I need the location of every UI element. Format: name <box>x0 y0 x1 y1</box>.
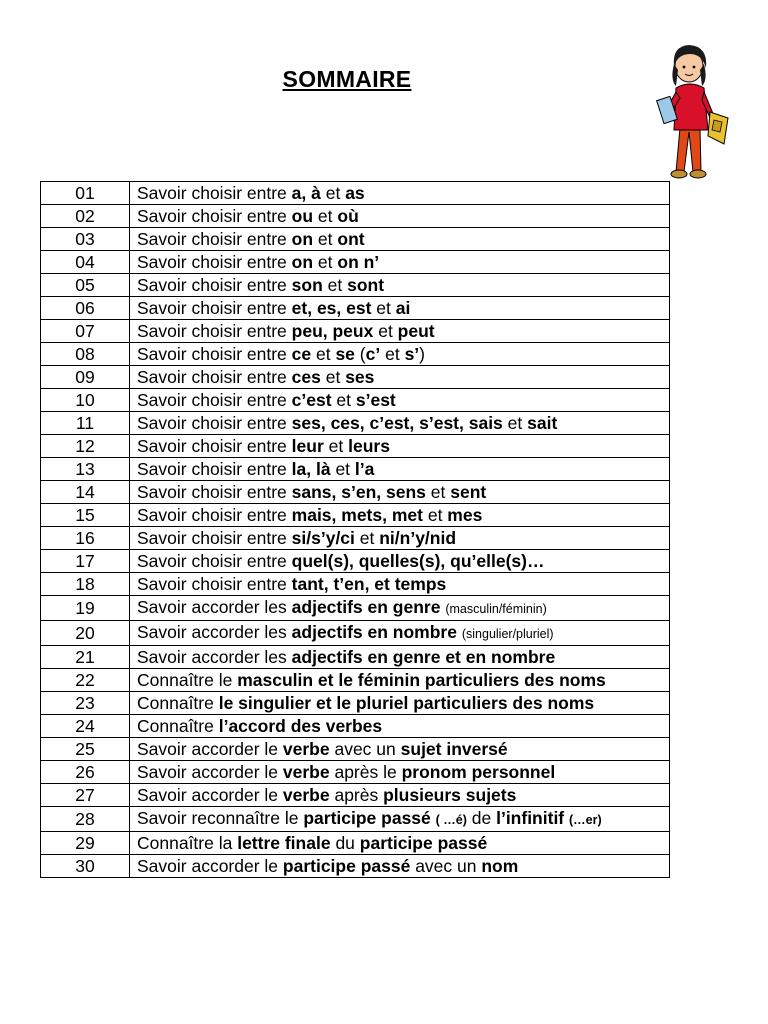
toc-row <box>41 832 670 855</box>
text-segment: (masculin/féminin) <box>445 602 547 616</box>
row-number: 07 <box>41 320 130 343</box>
toc-row <box>41 692 670 715</box>
row-title <box>130 228 670 251</box>
bold-term: sait <box>527 413 558 433</box>
toc-row <box>41 435 670 458</box>
text-segment: Savoir accorder les <box>137 597 292 617</box>
bold-term: mais, mets, met <box>291 505 423 525</box>
bold-term: où <box>337 206 359 226</box>
text-segment: et <box>354 528 380 548</box>
text-segment: ( <box>354 344 366 364</box>
text-segment: après le <box>329 762 402 782</box>
row-title <box>130 646 670 669</box>
toc-row <box>41 550 670 573</box>
toc-row <box>41 646 670 669</box>
bold-term: verbe <box>282 739 330 759</box>
row-title <box>130 738 670 761</box>
row-title <box>130 481 670 504</box>
page-title: SOMMAIRE <box>282 66 412 92</box>
bold-term: lettre finale <box>237 833 331 853</box>
bold-term: s’ <box>404 344 420 364</box>
text-segment: Savoir choisir entre <box>137 459 292 479</box>
table-of-contents <box>40 181 670 878</box>
row-title <box>130 832 670 855</box>
row-number: 27 <box>41 784 130 807</box>
row-number: 26 <box>41 761 130 784</box>
toc-row <box>41 458 670 481</box>
bold-term: ai <box>395 298 411 318</box>
text-segment: et <box>380 344 405 364</box>
text-segment: ( …é) <box>435 813 467 827</box>
text-segment: Savoir choisir entre <box>137 413 292 433</box>
toc-row <box>41 738 670 761</box>
text-segment: Savoir accorder le <box>137 762 283 782</box>
toc-row <box>41 182 670 205</box>
toc-row <box>41 807 670 832</box>
row-number: 30 <box>41 855 130 878</box>
row-title <box>130 274 670 297</box>
bold-term: nom <box>481 856 519 876</box>
row-number: 18 <box>41 573 130 596</box>
bold-term: ces <box>291 367 321 387</box>
text-segment: (singulier/pluriel) <box>461 627 554 641</box>
text-segment: Savoir choisir entre <box>137 482 292 502</box>
row-title <box>130 182 670 205</box>
bold-term: s’est <box>355 390 396 410</box>
row-title <box>130 205 670 228</box>
row-number: 13 <box>41 458 130 481</box>
text-segment: Savoir choisir entre <box>137 229 292 249</box>
toc-row <box>41 573 670 596</box>
text-segment: Savoir choisir entre <box>137 528 292 548</box>
bold-term: la, là <box>291 459 331 479</box>
row-title <box>130 320 670 343</box>
bold-term: adjectifs en nombre <box>291 622 457 642</box>
row-title <box>130 504 670 527</box>
text-segment: et <box>313 229 338 249</box>
text-segment: Savoir choisir entre <box>137 206 292 226</box>
bold-term: sujet inversé <box>400 739 508 759</box>
bold-term: peut <box>397 321 435 341</box>
row-number: 14 <box>41 481 130 504</box>
row-title <box>130 573 670 596</box>
row-title <box>130 251 670 274</box>
text-segment: Savoir choisir entre <box>137 436 292 456</box>
text-segment: après <box>329 785 384 805</box>
row-number: 02 <box>41 205 130 228</box>
text-segment: et <box>323 436 349 456</box>
row-title <box>130 855 670 878</box>
toc-row <box>41 855 670 878</box>
row-number: 21 <box>41 646 130 669</box>
text-segment: Savoir accorder les <box>137 622 292 642</box>
text-segment: et <box>425 482 451 502</box>
row-number: 05 <box>41 274 130 297</box>
text-segment: et <box>322 275 348 295</box>
text-segment: avec un <box>329 739 401 759</box>
text-segment: Connaître <box>137 693 219 713</box>
bold-term: si/s’y/ci <box>291 528 355 548</box>
row-number: 11 <box>41 412 130 435</box>
text-segment: ) <box>419 344 425 364</box>
row-number: 01 <box>41 182 130 205</box>
text-segment: et <box>313 206 338 226</box>
bold-term: l’infinitif <box>496 808 565 828</box>
bold-term: c’ <box>365 344 381 364</box>
bold-term: adjectifs en genre <box>291 597 441 617</box>
bold-term: l’a <box>354 459 375 479</box>
row-number: 16 <box>41 527 130 550</box>
text-segment: et <box>422 505 448 525</box>
row-number: 25 <box>41 738 130 761</box>
toc-row <box>41 715 670 738</box>
row-number: 08 <box>41 343 130 366</box>
toc-row <box>41 343 670 366</box>
bold-term: ses <box>345 367 375 387</box>
bold-term: on n’ <box>337 252 380 272</box>
bold-term: leur <box>291 436 324 456</box>
bold-term: mes <box>447 505 483 525</box>
bold-term: a, à <box>291 183 321 203</box>
bold-term: ont <box>337 229 365 249</box>
bold-term: ses, ces, c’est, s’est, sais <box>291 413 503 433</box>
row-title <box>130 715 670 738</box>
bold-term: verbe <box>282 785 330 805</box>
row-number: 22 <box>41 669 130 692</box>
text-segment: Savoir reconnaître le <box>137 808 304 828</box>
bold-term: peu, peux <box>291 321 374 341</box>
bold-term: masculin et le féminin particuliers des noms <box>237 670 606 690</box>
row-title <box>130 784 670 807</box>
bold-term: ni/n’y/nid <box>379 528 457 548</box>
bold-term: quel(s), quelles(s), qu’elle(s)… <box>291 551 545 571</box>
text-segment: (…er) <box>569 813 602 827</box>
bold-term: tant, t’en, et temps <box>291 574 447 594</box>
row-title <box>130 761 670 784</box>
text-segment: et <box>502 413 528 433</box>
text-segment: Savoir choisir entre <box>137 390 292 410</box>
bold-term: plusieurs sujets <box>383 785 517 805</box>
row-number: 24 <box>41 715 130 738</box>
toc-row <box>41 527 670 550</box>
row-number: 15 <box>41 504 130 527</box>
text-segment: Connaître <box>137 716 219 736</box>
text-segment: et <box>371 298 396 318</box>
toc-row <box>41 251 670 274</box>
toc-row <box>41 784 670 807</box>
text-segment: Savoir accorder le <box>137 739 283 759</box>
text-segment: Savoir choisir entre <box>137 344 292 364</box>
text-segment: du <box>330 833 360 853</box>
bold-term: ou <box>291 206 314 226</box>
row-title <box>130 343 670 366</box>
toc-row <box>41 596 670 621</box>
toc-row <box>41 669 670 692</box>
toc-row <box>41 621 670 646</box>
row-number: 29 <box>41 832 130 855</box>
text-segment: Savoir choisir entre <box>137 505 292 525</box>
toc-row <box>41 274 670 297</box>
text-segment: Savoir accorder le <box>137 785 283 805</box>
row-number: 06 <box>41 297 130 320</box>
row-number: 10 <box>41 389 130 412</box>
bold-term: le singulier et le pluriel particuliers des noms <box>218 693 595 713</box>
row-title <box>130 550 670 573</box>
bold-term: l’accord des verbes <box>218 716 383 736</box>
text-segment: et <box>330 459 355 479</box>
row-number: 28 <box>41 807 130 832</box>
text-segment: Savoir choisir entre <box>137 321 292 341</box>
text-segment: et <box>331 390 356 410</box>
bold-term: c’est <box>291 390 332 410</box>
row-title <box>130 807 670 832</box>
text-segment: Savoir accorder les <box>137 647 292 667</box>
bold-term: participe passé <box>303 808 431 828</box>
row-title <box>130 458 670 481</box>
text-segment: et <box>320 367 346 387</box>
row-number: 09 <box>41 366 130 389</box>
bold-term: se <box>335 344 355 364</box>
toc-row <box>41 481 670 504</box>
bold-term: as <box>345 183 365 203</box>
text-segment: et <box>320 183 346 203</box>
bold-term: ce <box>291 344 312 364</box>
toc-row <box>41 412 670 435</box>
row-number: 12 <box>41 435 130 458</box>
bold-term: et, es, est <box>291 298 372 318</box>
row-number: 20 <box>41 621 130 646</box>
bold-term: pronom personnel <box>401 762 556 782</box>
row-title <box>130 435 670 458</box>
toc-row <box>41 320 670 343</box>
text-segment: Savoir choisir entre <box>137 551 292 571</box>
bold-term: son <box>291 275 323 295</box>
row-title <box>130 621 670 646</box>
row-title <box>130 297 670 320</box>
toc-row <box>41 504 670 527</box>
text-segment: Savoir choisir entre <box>137 367 292 387</box>
row-title <box>130 389 670 412</box>
toc-row <box>41 205 670 228</box>
text-segment: avec un <box>410 856 482 876</box>
bold-term: on <box>291 229 314 249</box>
row-number: 04 <box>41 251 130 274</box>
text-segment: Savoir choisir entre <box>137 252 292 272</box>
text-segment: de <box>466 808 497 828</box>
bold-term: participe passé <box>359 833 488 853</box>
bold-term: sent <box>450 482 487 502</box>
toc-row <box>41 761 670 784</box>
row-title <box>130 366 670 389</box>
text-segment: et <box>373 321 398 341</box>
bold-term: sont <box>347 275 385 295</box>
toc-row <box>41 297 670 320</box>
text-segment: et <box>313 252 338 272</box>
row-title <box>130 669 670 692</box>
row-number: 17 <box>41 550 130 573</box>
bold-term: sans, s’en, sens <box>291 482 426 502</box>
text-segment: Savoir choisir entre <box>137 275 292 295</box>
text-segment: Savoir choisir entre <box>137 298 292 318</box>
row-title <box>130 527 670 550</box>
text-segment: Savoir accorder le <box>137 856 283 876</box>
toc-row <box>41 228 670 251</box>
row-title <box>130 596 670 621</box>
text-segment: Connaître le <box>137 670 238 690</box>
toc-row <box>41 366 670 389</box>
bold-term: on <box>291 252 314 272</box>
text-segment: Savoir choisir entre <box>137 183 292 203</box>
text-segment: Savoir choisir entre <box>137 574 292 594</box>
bold-term: verbe <box>282 762 330 782</box>
text-segment: et <box>311 344 336 364</box>
bold-term: participe passé <box>282 856 411 876</box>
row-number: 23 <box>41 692 130 715</box>
row-number: 19 <box>41 596 130 621</box>
row-title <box>130 412 670 435</box>
row-title <box>130 692 670 715</box>
bold-term: leurs <box>348 436 390 456</box>
row-number: 03 <box>41 228 130 251</box>
bold-term: adjectifs en genre et en nombre <box>291 647 556 667</box>
toc-row <box>41 389 670 412</box>
girl-with-books-icon <box>656 40 734 182</box>
text-segment: Connaître la <box>137 833 238 853</box>
